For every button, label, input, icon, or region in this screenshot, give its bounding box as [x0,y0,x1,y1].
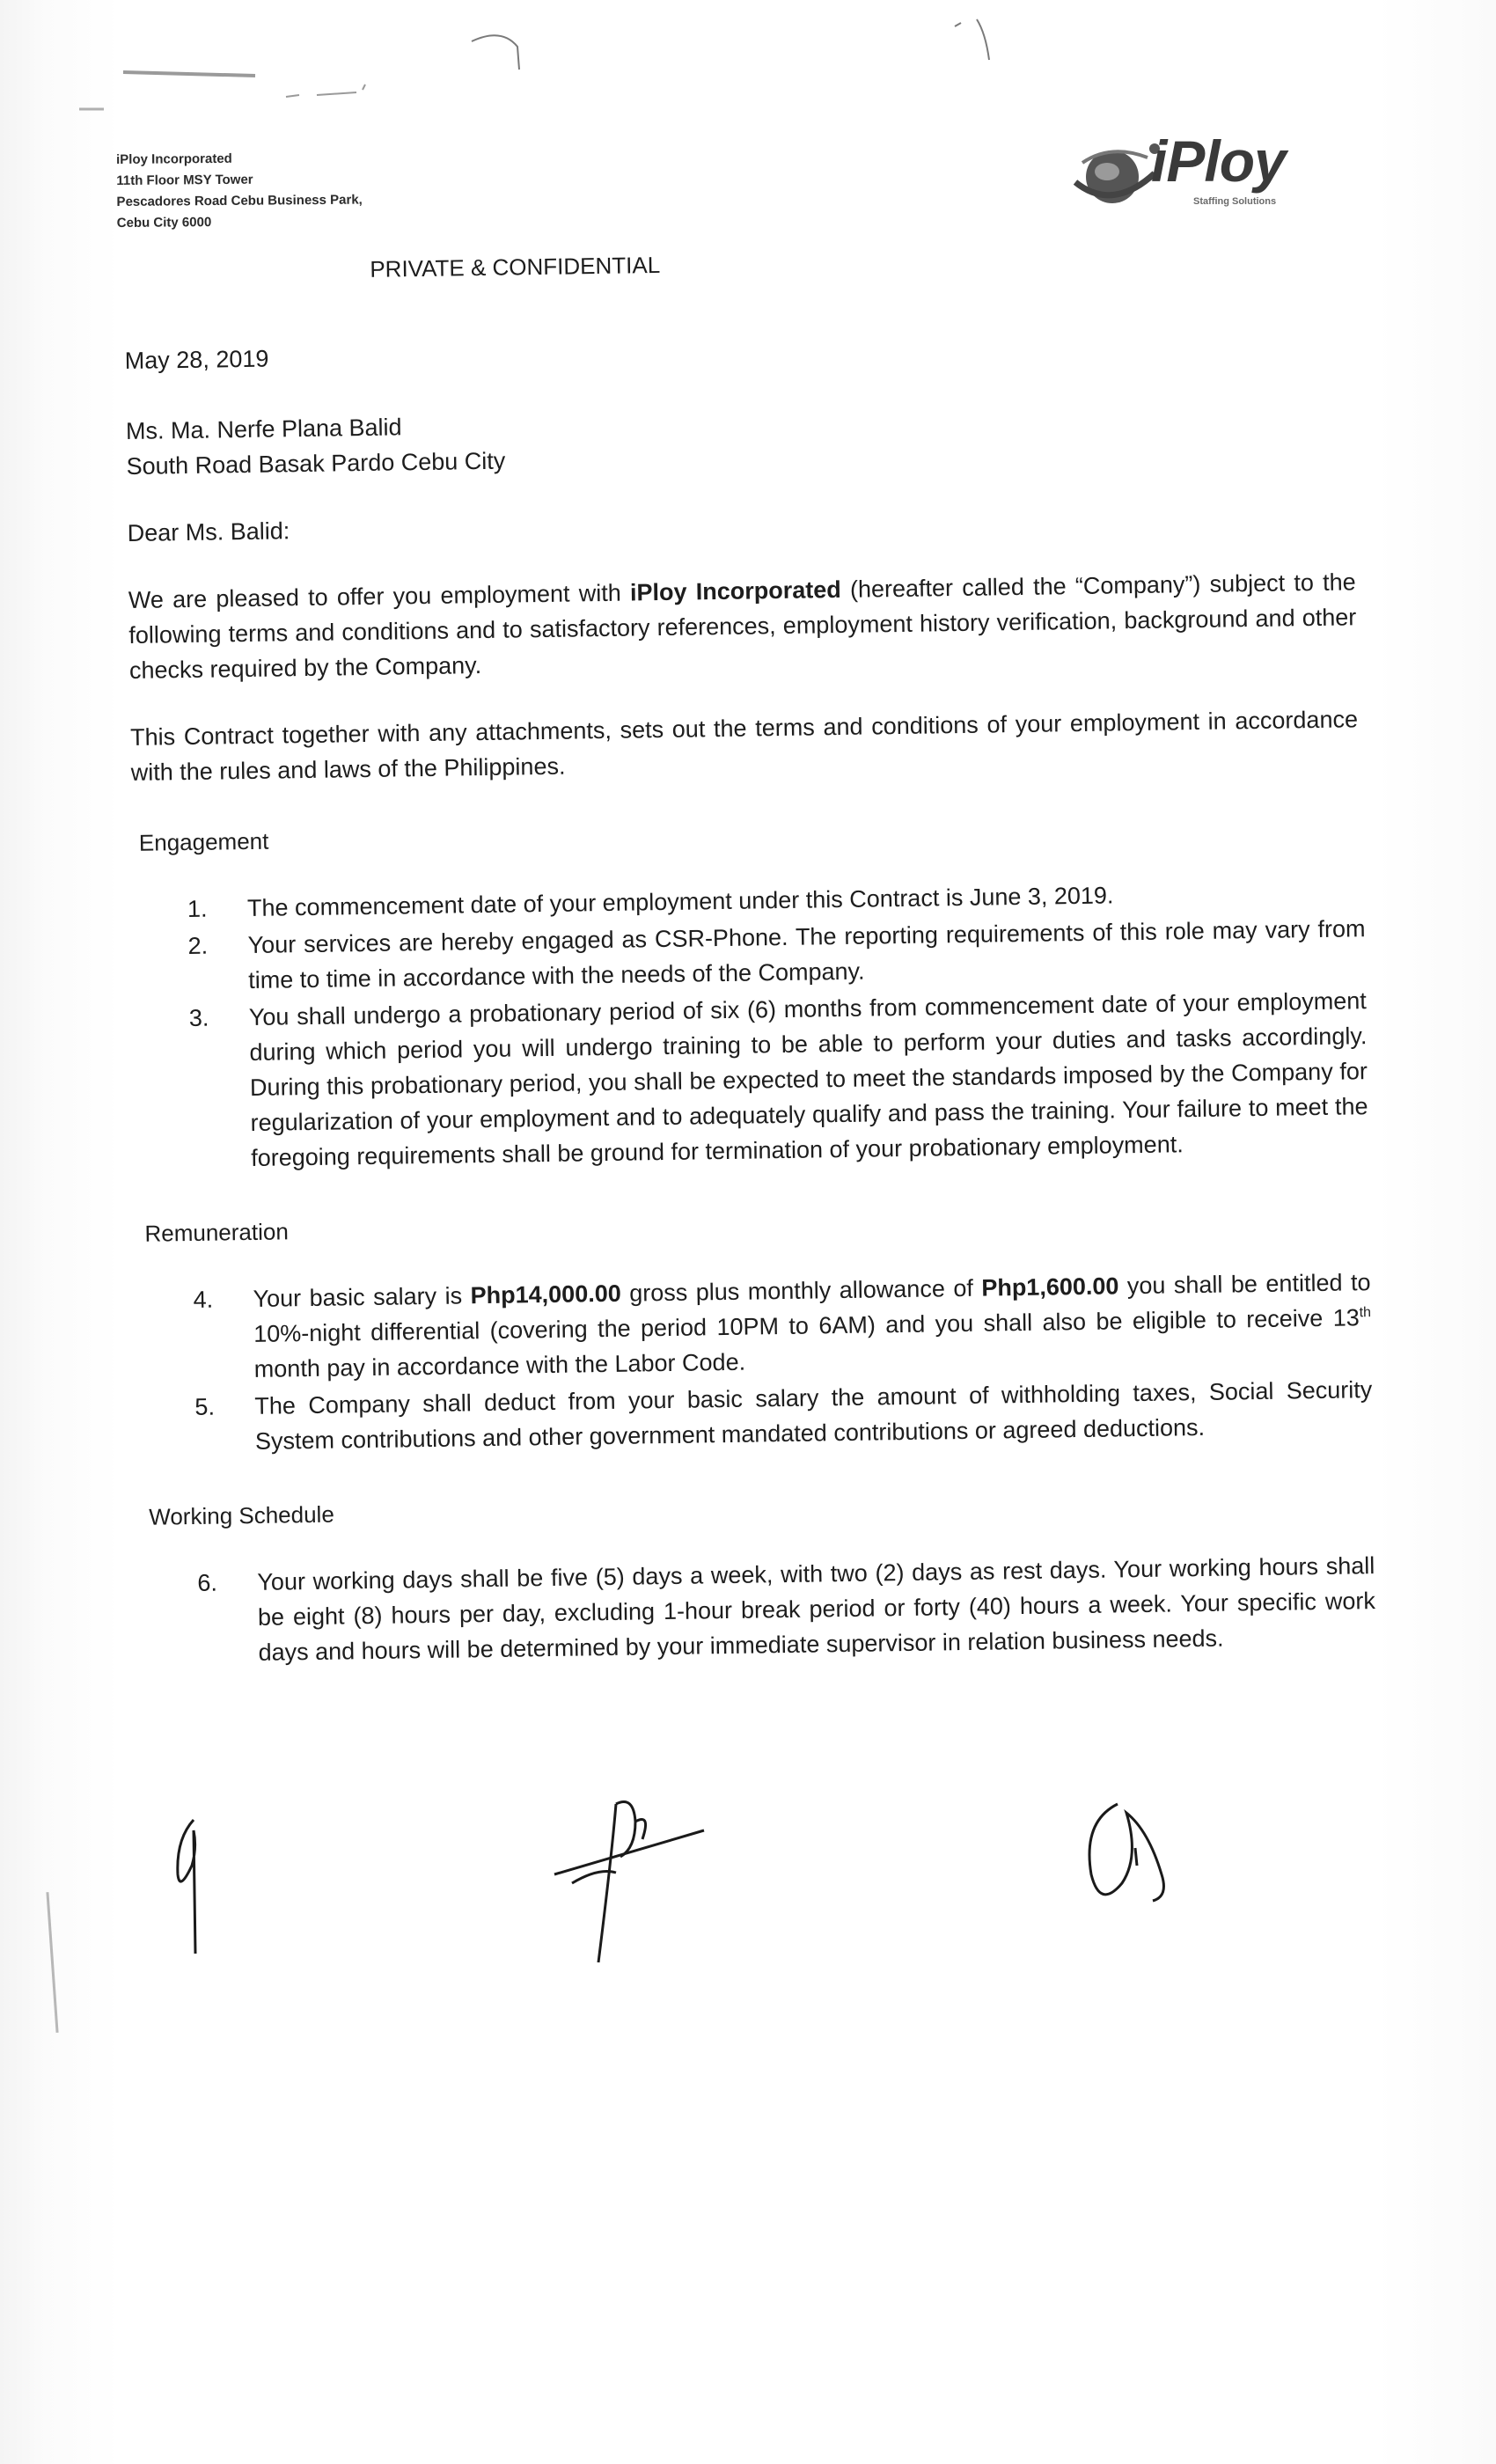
item-text: You shall undergo a probationary period of six (6) months from commencement date of your employment during which period you will undergo training to be able to perform your duties and tasks accordingly. During this probationary period, you shall be expected to meet the standards imposed by the Company for regularization of your employment and to adequately qualify and pass the training. Your failure to meet the foregoing requirements shall be ground for termination of your probationary employment. [248,987,1368,1171]
list-item [135,983,1369,1177]
schedule-list [143,1548,1376,1672]
list-item [138,1265,1372,1389]
recipient-street: South Road Basak Pardo Cebu City [126,447,506,480]
scan-mark-top-center [466,31,537,75]
remuneration-list [138,1265,1373,1461]
recipient-name: Ms. Ma. Nerfe Plana Balid [125,414,402,444]
engagement-list [133,874,1369,1177]
sender-line: Cebu City 6000 [116,215,212,231]
allowance-amount: Php1,600.00 [981,1272,1119,1302]
salutation: Dear Ms. Balid: [127,517,290,546]
intro-text-rest: (hereafter called the “Company”) subject to the following terms and conditions and to satisfactory references, employment history verification, background and other checks required by the Company. [128,568,1357,684]
sender-address [116,148,363,234]
scan-mark-top-left [53,53,370,123]
item-text: Your working days shall be five (5) days a week, with two (2) days as rest days. Your working hours shall be eight (8) hours per day, excluding 1-hour break period or forty (40) hours a week. Your specific work days and hours will be determined by your immediate supervisor in relation business needs. [257,1552,1376,1666]
sender-line: 11th Floor MSY Tower [116,172,253,188]
contract-paragraph: This Contract together with any attachments, sets out the terms and conditions of your employment in accordance with the rules and laws of the Philippines. [129,706,1359,786]
signature-initial-right [1065,1786,1197,1918]
section-heading-remuneration: Remuneration [144,1218,290,1247]
item-text: Your services are hereby engaged as CSR-Phone. The reporting requirements of this role may vary from time to time in accordance with the needs of the Company. [247,915,1366,994]
section-heading-engagement: Engagement [138,827,269,856]
item-number: 6. [197,1569,218,1596]
salary-amount: Php14,000.00 [470,1280,621,1309]
intro-text: We are pleased to offer you employment with [128,579,631,613]
salary-text: gross plus monthly allowance of [620,1274,982,1307]
item-number: 5. [194,1393,216,1420]
letter-date: May 28, 2019 [124,345,269,374]
list-item [143,1548,1376,1672]
scan-mark-top-right [950,16,1003,69]
item-number: 3. [188,1004,209,1031]
item-number: 4. [193,1286,214,1313]
signature-initial-center [537,1769,722,1980]
item-text: The commencement date of your employment under this Contract is June 3, 2019. [246,882,1114,921]
intro-paragraph [128,564,1358,688]
salary-text: Your basic salary is [253,1282,471,1312]
section-heading-working-schedule: Working Schedule [149,1500,335,1530]
company-name: iPloy Incorporated [629,576,841,606]
scan-edge-line [46,1892,58,2033]
sender-line: iPloy Incorporated [116,150,232,167]
salary-text: you shall be entitled to 10%-night differential (covering the period 10PM to 6AM) and you shall also be eligible to receive 13 [253,1269,1371,1347]
globe-icon [1067,128,1163,216]
item-text: The Company shall deduct from your basic salary the amount of withholding taxes, Social Security System contributions and other government mandated contributions or agreed deductions. [254,1376,1373,1455]
item-number: 1. [187,895,208,922]
letter-body [123,237,1376,1674]
logo-tagline: Staffing Solutions [1193,196,1277,207]
item-number: 2. [187,932,209,959]
confidential-heading: PRIVATE & CONFIDENTIAL [370,251,661,282]
company-logo [1067,128,1331,216]
logo-wordmark: iPloy [1151,128,1286,194]
ordinal-suffix: th [1359,1305,1372,1321]
item-text [246,1265,1372,1387]
signature-initial-left [167,1813,220,1962]
recipient-address [126,395,1359,484]
sender-line: Pescadores Road Cebu Business Park, [116,192,363,209]
salary-text: month pay in accordance with the Labor Code. [253,1348,746,1382]
